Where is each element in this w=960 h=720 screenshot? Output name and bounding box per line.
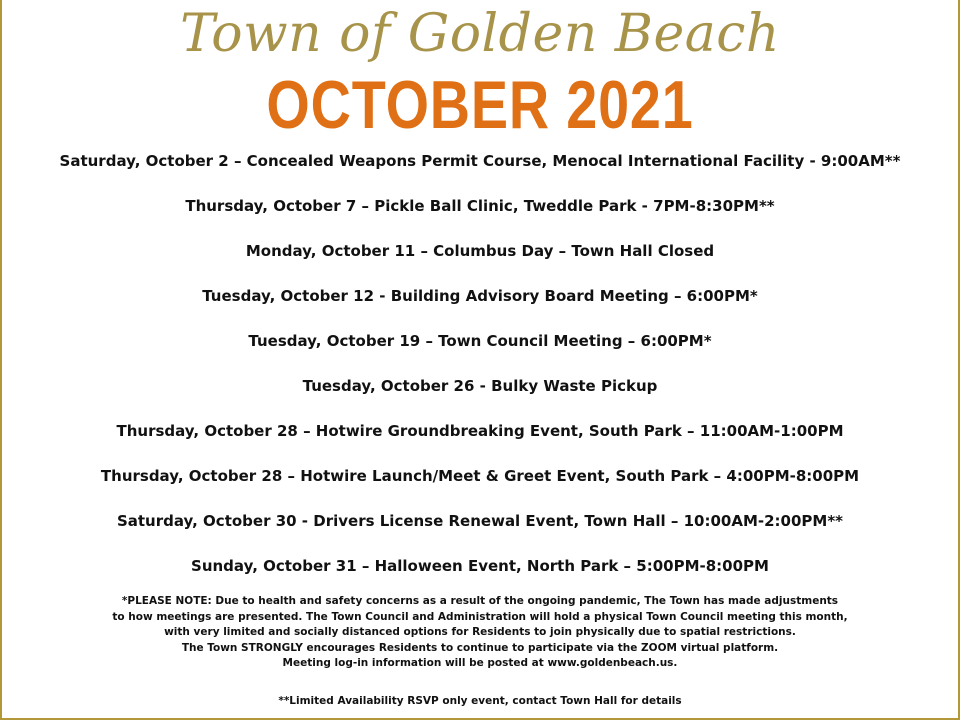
notice-line: Meeting log-in information will be posted at www.goldenbeach.us. [282, 657, 678, 669]
event-item: Tuesday, October 19 – Town Council Meeting – 6:00PM* [248, 332, 712, 350]
event-item: Saturday, October 30 - Drivers License Renewal Event, Town Hall – 10:00AM-2:00PM** [116, 512, 844, 530]
event-item: Tuesday, October 26 - Bulky Waste Pickup [302, 377, 658, 395]
notice-line: The Town STRONGLY encourages Residents to continue to participate via the ZOOM virtual platform. [181, 641, 779, 654]
event-item: Thursday, October 28 – Hotwire Launch/Meet & Greet Event, South Park – 4:00PM-8:00PM [100, 467, 860, 485]
notice-line: with very limited and socially distanced options for Residents to join physically due to spatial restrictions. [164, 626, 796, 638]
notice-line: to how meetings are presented. The Town Council and Administration will hold a physical Town Council meeting this month, [112, 610, 848, 623]
event-item: Thursday, October 7 – Pickle Ball Clinic, Tweddle Park - 7PM-8:30PM** [185, 197, 775, 215]
event-item: Thursday, October 28 – Hotwire Groundbreaking Event, South Park – 11:00AM-1:00PM [116, 422, 844, 440]
event-list [2, 148, 958, 598]
event-item: Monday, October 11 – Columbus Day – Town Hall Closed [245, 242, 715, 260]
event-item: Sunday, October 31 – Halloween Event, North Park – 5:00PM-8:00PM [191, 557, 769, 575]
month-title: OCTOBER 2021 [266, 67, 694, 143]
town-title: Town of Golden Beach [180, 4, 780, 64]
pandemic-notice [2, 594, 958, 672]
event-item: Saturday, October 2 – Concealed Weapons Permit Course, Menocal International Facility - 9:00AM** [59, 152, 901, 170]
notice-line: *PLEASE NOTE: Due to health and safety concerns as a result of the ongoing pandemic, The Town has made adjustments [121, 595, 839, 607]
event-item: Tuesday, October 12 - Building Advisory Board Meeting – 6:00PM* [202, 287, 758, 305]
rsvp-notice: **Limited Availability RSVP only event, contact Town Hall for details [278, 695, 682, 707]
